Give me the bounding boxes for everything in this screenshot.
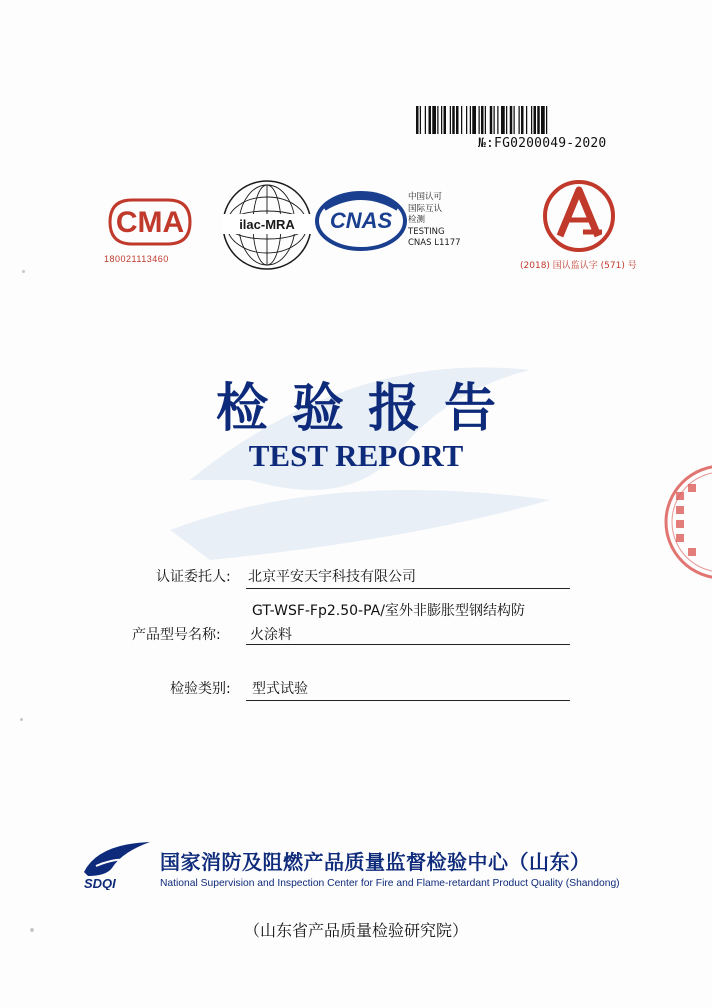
- barcode-bar: [452, 106, 455, 134]
- cal-logo: [536, 176, 622, 256]
- svg-text:CMA: CMA: [115, 206, 185, 239]
- barcode-bar: [541, 106, 545, 134]
- product-label: 产品型号名称:: [132, 627, 221, 643]
- sdqi-logo: [78, 836, 156, 890]
- client-value: 北京平安天宇科技有限公司: [248, 569, 416, 585]
- barcode-bar: [501, 106, 505, 134]
- center-name-chinese: 国家消防及阻燃产品质量监督检验中心（山东）: [160, 850, 591, 874]
- svg-text:ilac-MRA: ilac-MRA: [239, 217, 295, 232]
- barcode-bar: [514, 106, 515, 134]
- barcode-bar: [444, 106, 447, 134]
- category-underline: [246, 700, 570, 701]
- barcode-bar: [490, 106, 493, 134]
- barcode-bar: [531, 106, 532, 134]
- barcode-bar: [461, 106, 462, 134]
- barcode-bar: [441, 106, 442, 134]
- title-english: TEST REPORT: [248, 438, 464, 473]
- barcode-bar: [519, 106, 520, 134]
- speck: [22, 270, 25, 273]
- barcode-bar: [506, 106, 507, 134]
- barcode-bar: [429, 106, 432, 134]
- client-underline: [246, 588, 570, 589]
- barcode: [416, 106, 622, 134]
- product-value-line2: 火涂料: [250, 627, 292, 643]
- center-name-english: National Supervision and Inspection Center for Fire and Flame-retardant Product Quality (Shandong): [160, 878, 620, 889]
- barcode-bar: [437, 106, 438, 134]
- cal-code: (2018) 国认监认字 (571) 号: [520, 261, 637, 271]
- client-label: 认证委托人:: [156, 569, 231, 585]
- report-number: №:FG0200049-2020: [478, 136, 607, 151]
- cnas-logo: [312, 188, 410, 254]
- svg-text:SDQI: SDQI: [84, 876, 116, 890]
- barcode-bar: [526, 106, 527, 134]
- cma-code: 180021113460: [104, 254, 169, 264]
- barcode-bar: [510, 106, 513, 134]
- barcode-bar: [546, 106, 547, 134]
- category-label: 检验类别:: [170, 681, 231, 697]
- barcode-bar: [466, 106, 467, 134]
- barcode-bar: [416, 106, 419, 134]
- cnas-text: 中国认可 国际互认 检测 TESTING CNAS L1177: [408, 192, 461, 248]
- barcode-bar: [537, 106, 540, 134]
- institute-name: （山东省产品质量检验研究院）: [243, 921, 468, 940]
- barcode-bar: [485, 106, 486, 134]
- barcode-bar: [425, 106, 426, 134]
- svg-text:CNAS: CNAS: [329, 208, 393, 233]
- barcode-bar: [494, 106, 495, 134]
- barcode-bar: [432, 106, 436, 134]
- barcode-bar: [420, 106, 421, 134]
- cma-logo: [104, 194, 196, 250]
- barcode-bar: [472, 106, 476, 134]
- barcode-bar: [450, 106, 451, 134]
- speck: [20, 718, 23, 721]
- product-underline: [246, 644, 570, 645]
- barcode-bar: [456, 106, 459, 134]
- red-seal: [662, 462, 712, 582]
- speck: [30, 928, 34, 932]
- ilac-mra-logo: [218, 176, 316, 274]
- barcode-bar: [470, 106, 471, 134]
- title-chinese: 检验报告: [215, 379, 520, 439]
- product-value-line1: GT-WSF-Fp2.50-PA/室外非膨胀型钢结构防: [252, 603, 525, 619]
- barcode-bar: [481, 106, 484, 134]
- category-value: 型式试验: [252, 681, 308, 697]
- barcode-bar: [521, 106, 524, 134]
- barcode-bar: [479, 106, 480, 134]
- barcode-bar: [497, 106, 498, 134]
- barcode-bar: [534, 106, 537, 134]
